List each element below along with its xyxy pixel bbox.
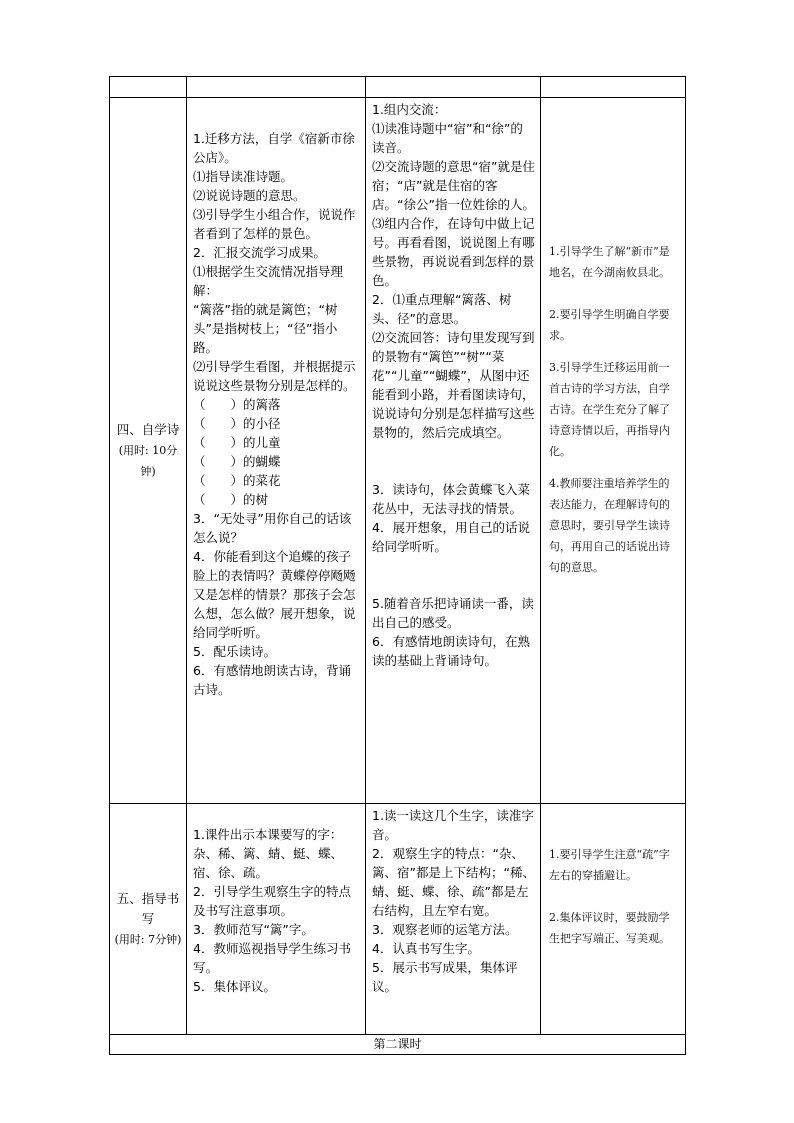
student-step: 1.读一读这几个生字，读准字音。 [372,808,534,842]
stage-time: (用时: 10分钟) [118,443,178,478]
student-step: ⑴读准诗题中“宿”和“徐”的读音。 [372,121,523,155]
student-step: 3．观察老师的运笔方法。 [372,922,518,937]
teacher-step: 2．汇报交流学习成果。 [193,245,326,260]
design-note: 2.要引导学生明确自学要求。 [549,308,670,342]
design-notes-cell [541,804,686,1035]
design-note: 1.要引导学生注意“疏”字左右的穿插避让。 [549,848,670,882]
teacher-step: ⑵引导学生看图，并根据提示说说这些景物分别是怎样的。 [193,359,356,393]
teacher-step: 1.迁移方法，自学《宿新市徐公店》。 [193,131,355,165]
design-note: 4.教师要注重培养学生的表达能力，在理解诗句的意思时，要引导学生读诗句，再用自己的话说出诗句的意思。 [549,477,670,574]
teacher-step: 5．配乐读诗。 [193,644,276,659]
fill-blank-item: （ ）的菜花 [193,473,281,488]
student-step: 6．有感情地朗读诗句，在熟读的基础上背诵诗句。 [372,634,530,668]
stage-title: 四、自学诗 [116,421,180,437]
teacher-step: 5．集体评议。 [193,979,276,994]
fill-blank-item: （ ）的小径 [193,416,281,431]
student-step: 4．认真书写生字。 [372,941,480,956]
student-step: 2．观察生字的特点：“杂、篱、宿”都是上下结构；“稀、蜻、蜓、蝶、徐、疏”都是左右结构，且左窄右宽。 [372,846,535,918]
student-step: ⑶组内合作，在诗句中做上记号。再看看图，说说图上有哪些景物，再说说看到怎样的景色。 [372,216,535,288]
lesson-plan-table [109,76,686,1055]
design-notes-cell [541,98,686,804]
section-row-self-study [110,98,686,804]
teacher-activity-cell [187,804,366,1035]
student-step: ⑵交流回答：诗句里发现写到的景物有“篱笆”“树”“菜花”“儿童”“蝴蝶”，从图中还能看到小路，并看图读诗句，说说诗句分别是怎样描写这些景物的，然后完成填空。 [372,330,535,440]
teacher-step: ⑵说说诗题的意思。 [193,188,306,203]
stage-cell [110,804,187,1035]
stage-title: 五、指导书写 [116,890,180,926]
student-step: ⑵交流诗题的意思“宿”就是住宿；“店”就是住宿的客店。“徐公”指一位姓徐的人。 [372,159,535,212]
teacher-step: 2．引导学生观察生字的特点及书写注意事项。 [193,884,351,918]
design-note: 3.引导学生迁移运用前一首古诗的学习方法，自学古诗。在学生充分了解了诗意诗情以后，再指导内化。 [549,361,670,458]
teacher-step: ⑴指导读准诗题。 [193,169,294,184]
student-step: 5.随着音乐把诗诵读一番，读出自己的感受。 [372,596,534,630]
student-step: 4．展开想象，用自己的话说给同学听听。 [372,520,530,554]
fill-blank-item: （ ）的蝴蝶 [193,454,281,469]
fill-blank-item: （ ）的树 [193,492,269,507]
teacher-activity-cell [187,98,366,804]
fill-blank-item: （ ）的儿童 [193,435,281,450]
student-step: 5．展示书写成果，集体评议。 [372,960,518,994]
stage-cell [110,98,187,804]
student-step: 1.组内交流： [372,102,447,117]
header-cell [187,77,366,98]
header-cell [366,77,541,98]
fill-blank-item: （ ）的篱落 [193,397,281,412]
table-header-row [110,77,686,98]
footer-row [110,1035,686,1055]
student-step: 3．读诗句，体会黄蝶飞入菜花丛中，无法寻找的情景。 [372,482,530,516]
teacher-step: 3．“无处寻”用你自己的话该怎么说？ [193,511,352,545]
design-note: 1.引导学生了解“新市”是地名，在今湖南攸县北。 [549,245,670,279]
teacher-step: ⑶引导学生小组合作，说说作者看到了怎样的景色。 [193,207,356,241]
teacher-step: 4．你能看到这个追蝶的孩子脸上的表情吗？黄蝶停停飏飏又是怎样的情景？那孩子会怎么想，怎么做？展开想象，说给同学听听。 [193,549,356,640]
section-row-writing [110,804,686,1035]
teacher-step: 3．教师范写“篱”字。 [193,922,314,937]
teacher-step: ⑴根据学生交流情况指导理解： [193,264,344,298]
header-cell [541,77,686,98]
teacher-step: 1.课件出示本课要写的字：杂、稀、篱、蜻、蜓、蝶、宿、徐、疏。 [193,827,344,880]
design-note: 2.集体评议时，要鼓励学生把字写端正、写美观。 [549,911,670,945]
student-activity-cell [366,804,541,1035]
lesson-period-label: 第二课时 [110,1035,686,1055]
student-step: 2．⑴重点理解“篱落、树头、径”的意思。 [372,292,512,326]
teacher-step: “篱落”指的就是篱笆；“树头”是指树枝上；“径”指小路。 [193,302,338,355]
teacher-step: 6．有感情地朗读古诗，背诵古诗。 [193,663,351,697]
stage-time: (用时: 7分钟) [114,932,182,946]
teacher-step: 4．教师巡视指导学生练习书写。 [193,941,351,975]
student-activity-cell [366,98,541,804]
header-cell [110,77,187,98]
